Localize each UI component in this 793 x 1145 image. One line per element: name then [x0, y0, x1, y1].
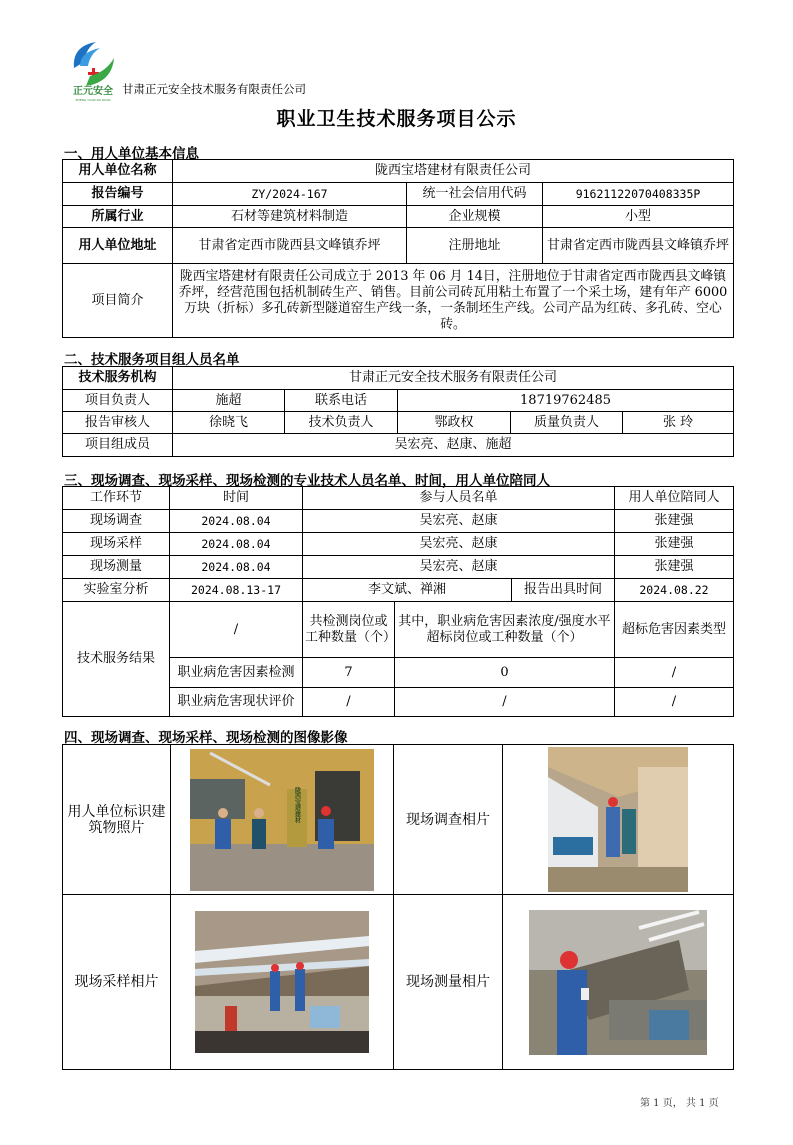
stage: 现场调查: [63, 510, 170, 533]
lab-row: [63, 579, 734, 602]
label-reg-address: 注册地址: [407, 228, 543, 264]
time: 2024.08.04: [170, 533, 303, 556]
value-address: 甘肃省定西市陇西县文峰镇乔坪: [173, 228, 407, 264]
label-scale: 企业规模: [407, 206, 543, 228]
value-lead: 施超: [173, 390, 285, 412]
lab-stage: 实验室分析: [63, 579, 170, 602]
value-quality: 张 玲: [623, 412, 734, 434]
value-name: 陇西宝塔建材有限责任公司: [173, 160, 734, 183]
label-credit-code: 统一社会信用代码: [407, 183, 543, 206]
label-name: 用人单位名称: [63, 160, 173, 183]
stage: 现场测量: [63, 556, 170, 579]
page-title: 职业卫生技术服务项目公示: [276, 108, 517, 130]
team-table: [62, 366, 734, 457]
photo3-label: 现场采样相片: [63, 895, 171, 1070]
result-type: /: [615, 688, 734, 717]
escort: 张建强: [615, 533, 734, 556]
table-row: [63, 533, 734, 556]
section2-heading: 二、技术服务项目组人员名单: [64, 352, 240, 368]
results-h1: 共检测岗位或工种数量（个）: [303, 602, 395, 658]
result-name: 职业病危害因素检测: [170, 658, 303, 688]
survey-photo: [548, 747, 688, 892]
label-address: 用人单位地址: [63, 228, 173, 264]
company-header: 甘肃正元安全技术服务有限责任公司: [122, 82, 306, 96]
value-org: 甘肃正元安全技术服务有限责任公司: [173, 367, 734, 390]
value-reg-address: 甘肃省定西市陇西县文峰镇乔坪: [543, 228, 734, 264]
report-time: 2024.08.22: [615, 579, 734, 602]
time: 2024.08.04: [170, 556, 303, 579]
value-phone: 18719762485: [398, 390, 734, 412]
photo2-cell: [503, 745, 734, 895]
result-count: /: [303, 688, 395, 717]
lab-people: 李文斌、禅湘: [303, 579, 512, 602]
value-members: 吴宏亮、赵康、施超: [173, 434, 734, 457]
photo2-label: 现场调查相片: [394, 745, 503, 895]
photo4-cell: [503, 895, 734, 1070]
building-photo: [190, 749, 374, 891]
value-industry: 石材等建筑材料制造: [173, 206, 407, 228]
stage: 现场采样: [63, 533, 170, 556]
table-row: [63, 510, 734, 533]
value-reviewer: 徐晓飞: [173, 412, 285, 434]
header-people: 参与人员名单: [303, 487, 615, 510]
report-time-label: 报告出具时间: [512, 579, 615, 602]
measurement-photo: [529, 910, 707, 1055]
value-credit-code: 91621122070408335P: [543, 183, 734, 206]
svg-text:ZHENG YUAN AN QUAN: ZHENG YUAN AN QUAN: [75, 98, 111, 102]
value-tech: 鄂政权: [398, 412, 511, 434]
label-intro: 项目简介: [63, 264, 173, 338]
label-quality: 质量负责人: [511, 412, 623, 434]
photo1-sign: 陇西宝塔建材: [293, 786, 301, 823]
header-time: 时间: [170, 487, 303, 510]
photo1-cell: [171, 745, 394, 895]
people: 吴宏亮、赵康: [303, 533, 615, 556]
value-intro: 陇西宝塔建材有限责任公司成立于 2013 年 06 月 14日，注册地位于甘肃省定西市陇西县文峰镇乔坪，经营范围包括机制砖生产、销售。目前公司砖瓦用粘土布置了一个采土场，建有年产 6000 万块（折标）多孔砖新型隧道窑生产线一条，一条制坯生产线。公司产品为红砖、多孔砖、空心砖。: [173, 264, 734, 338]
photo-table: [62, 744, 734, 1070]
section1-heading: 一、用人单位基本信息: [64, 146, 199, 162]
label-members: 项目组成员: [63, 434, 173, 457]
header-escort: 用人单位陪同人: [615, 487, 734, 510]
time: 2024.08.04: [170, 510, 303, 533]
label-industry: 所属行业: [63, 206, 173, 228]
result-name: 职业病危害现状评价: [170, 688, 303, 717]
header-stage: 工作环节: [63, 487, 170, 510]
people: 吴宏亮、赵康: [303, 556, 615, 579]
lab-time: 2024.08.13-17: [170, 579, 303, 602]
label-report-no: 报告编号: [63, 183, 173, 206]
results-h2: 其中，职业病危害因素浓度/强度水平超标岗位或工种数量（个）: [395, 602, 615, 658]
schedule-table: [62, 486, 734, 717]
label-reviewer: 报告审核人: [63, 412, 173, 434]
photo4-label: 现场测量相片: [394, 895, 503, 1070]
section3-heading: 三、现场调查、现场采样、现场检测的专业技术人员名单、时间，用人单位陪同人: [64, 473, 550, 489]
photo1-label: 用人单位标识建筑物照片: [63, 745, 171, 895]
label-tech: 技术负责人: [285, 412, 398, 434]
result-count: 7: [303, 658, 395, 688]
results-h3: 超标危害因素类型: [615, 602, 734, 658]
results-label: 技术服务结果: [63, 602, 170, 717]
section4-heading: 四、现场调查、现场采样、现场检测的图像影像: [64, 730, 348, 746]
results-h0: /: [170, 602, 303, 658]
escort: 张建强: [615, 510, 734, 533]
logo-text: 正元安全: [73, 86, 113, 97]
table-row: [63, 556, 734, 579]
basic-info-table: [62, 159, 734, 338]
label-org: 技术服务机构: [63, 367, 173, 390]
value-report-no: ZY/2024-167: [173, 183, 407, 206]
result-exceed: /: [395, 688, 615, 717]
company-logo: [66, 38, 120, 104]
page-number: 第 1 页， 共 1 页: [640, 1098, 719, 1109]
sampling-photo: [195, 911, 369, 1053]
photo3-cell: [171, 895, 394, 1070]
result-type: /: [615, 658, 734, 688]
label-lead: 项目负责人: [63, 390, 173, 412]
people: 吴宏亮、赵康: [303, 510, 615, 533]
result-exceed: 0: [395, 658, 615, 688]
escort: 张建强: [615, 556, 734, 579]
value-scale: 小型: [543, 206, 734, 228]
label-phone: 联系电话: [285, 390, 398, 412]
